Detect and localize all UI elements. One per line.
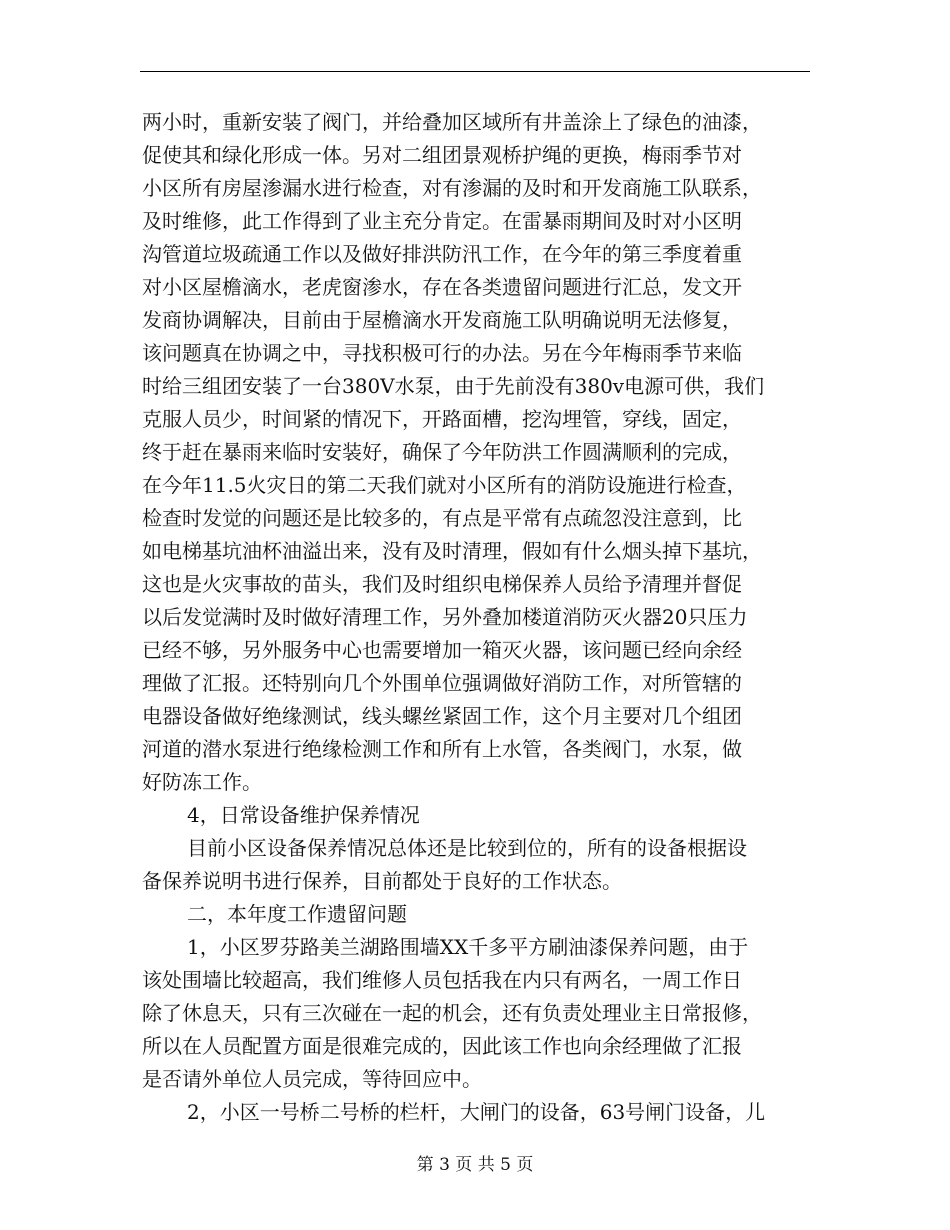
- body-line: 电器设备做好绝缘测试，线头螺丝紧固工作，这个月主要对几个组团: [142, 704, 742, 728]
- body-line: 如电梯基坑油杯油溢出来，没有及时清理，假如有什么烟头掉下基坑，: [142, 539, 762, 563]
- body-line: 促使其和绿化形成一体。另对二组团景观桥护绳的更换，梅雨季节对: [142, 143, 742, 167]
- body-line: 备保养说明书进行保养，目前都处于良好的工作状态。: [142, 869, 622, 893]
- body-line: 2，小区一号桥二号桥的栏杆，大闸门的设备，63号闸门设备，儿: [187, 1100, 766, 1124]
- body-line: 检查时发觉的问题还是比较多的，有点是平常有点疏忽没注意到，比: [142, 506, 742, 530]
- body-line: 克服人员少，时间紧的情况下，开路面槽，挖沟埋管，穿线，固定，: [142, 407, 742, 431]
- section-heading: 4，日常设备维护保养情况: [187, 803, 420, 827]
- body-line: 该问题真在协调之中，寻找积极可行的办法。另在今年梅雨季节来临: [142, 341, 742, 365]
- body-line: 在今年11.5火灾日的第二天我们就对小区所有的消防设施进行检查，: [142, 473, 747, 497]
- body-line: 两小时，重新安装了阀门，并给叠加区域所有井盖涂上了绿色的油漆，: [142, 110, 762, 134]
- body-line: 发商协调解决，目前由于屋檐滴水开发商施工队明确说明无法修复，: [142, 308, 742, 332]
- body-line: 小区所有房屋渗漏水进行检查，对有渗漏的及时和开发商施工队联系，: [142, 176, 762, 200]
- body-line: 终于赶在暴雨来临时安装好，确保了今年防洪工作圆满顺利的完成，: [142, 440, 742, 464]
- body-line: 所以在人员配置方面是很难完成的，因此该工作也向余经理做了汇报: [142, 1034, 742, 1058]
- section-heading: 二，本年度工作遗留问题: [187, 902, 407, 926]
- body-line: 沟管道垃圾疏通工作以及做好排洪防汛工作，在今年的第三季度着重: [142, 242, 742, 266]
- body-line: 好防冻工作。: [142, 770, 262, 794]
- body-line: 及时维修，此工作得到了业主充分肯定。在雷暴雨期间及时对小区明: [142, 209, 742, 233]
- body-line: 时给三组团安装了一台380V水泵，由于先前没有380v电源可供，我们: [142, 374, 765, 398]
- body-line: 该处围墙比较超高，我们维修人员包括我在内只有两名，一周工作日: [142, 968, 742, 992]
- body-line: 是否请外单位人员完成，等待回应中。: [142, 1067, 482, 1091]
- body-line: 除了休息天，只有三次碰在一起的机会，还有负责处理业主日常报修，: [142, 1001, 762, 1025]
- body-line: 目前小区设备保养情况总体还是比较到位的，所有的设备根据设: [187, 836, 747, 860]
- body-line: 这也是火灾事故的苗头，我们及时组织电梯保养人员给予清理并督促: [142, 572, 742, 596]
- body-line: 以后发觉满时及时做好清理工作，另外叠加楼道消防灭火器20只压力: [142, 605, 748, 629]
- page-footer: 第 3 页 共 5 页: [416, 1155, 534, 1175]
- body-line: 河道的潜水泵进行绝缘检测工作和所有上水管，各类阀门，水泵，做: [142, 737, 742, 761]
- body-line: 1，小区罗芬路美兰湖路围墙XX千多平方刷油漆保养问题，由于: [187, 935, 749, 959]
- body-line: 已经不够，另外服务中心也需要增加一箱灭火器，该问题已经向余经: [142, 638, 742, 662]
- header-rule: [140, 71, 810, 72]
- body-line: 对小区屋檐滴水，老虎窗渗水，存在各类遗留问题进行汇总，发文开: [142, 275, 742, 299]
- body-line: 理做了汇报。还特别向几个外围单位强调做好消防工作，对所管辖的: [142, 671, 742, 695]
